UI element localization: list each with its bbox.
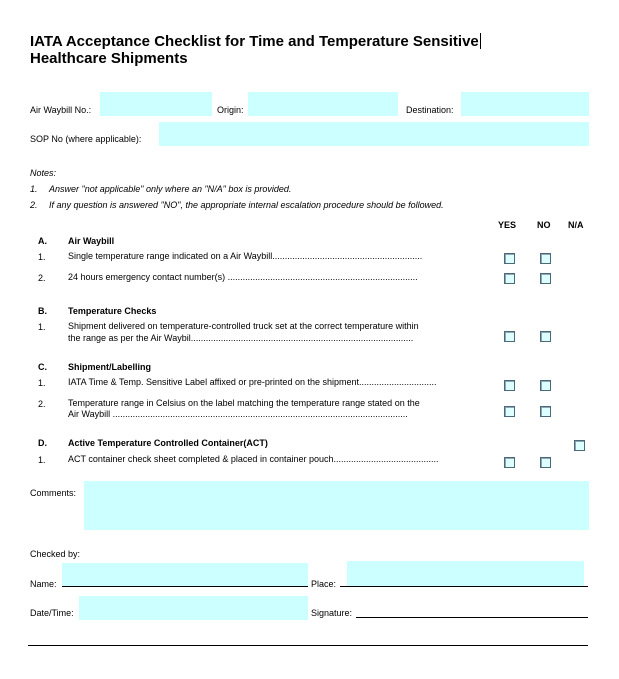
signature-underline: [356, 617, 588, 618]
item-number: 1.: [38, 455, 46, 465]
note-number: 2.: [30, 200, 38, 210]
no-column-header: NO: [537, 220, 551, 230]
name-underline: [62, 586, 308, 587]
air-waybill-label: Air Waybill No.:: [30, 105, 92, 115]
yes-checkbox[interactable]: [504, 380, 515, 391]
air-waybill-field[interactable]: [100, 92, 212, 116]
name-field[interactable]: [62, 563, 308, 586]
section-title: Air Waybill: [68, 236, 115, 246]
na-column-header: N/A: [568, 220, 584, 230]
yes-checkbox[interactable]: [504, 331, 515, 342]
item-text-line-2: Air Waybill ......................................................................................................................: [68, 409, 408, 419]
item-text: ACT container check sheet completed & placed in container pouch..........................................: [68, 454, 439, 464]
note-text: If any question is answered "NO", the appropriate internal escalation procedure should be followed.: [49, 200, 444, 210]
section-letter: C.: [38, 362, 47, 372]
section-title: Shipment/Labelling: [68, 362, 152, 372]
yes-checkbox[interactable]: [504, 273, 515, 284]
na-checkbox[interactable]: [574, 440, 585, 451]
item-number: 1.: [38, 322, 46, 332]
section-letter: D.: [38, 438, 47, 448]
item-text: Single temperature range indicated on a Air Waybill............................................................: [68, 251, 423, 261]
yes-checkbox[interactable]: [504, 406, 515, 417]
bottom-divider: [28, 645, 588, 646]
notes-heading: Notes:: [30, 168, 57, 178]
no-checkbox[interactable]: [540, 457, 551, 468]
place-underline: [340, 586, 588, 587]
no-checkbox[interactable]: [540, 253, 551, 264]
section-title: Temperature Checks: [68, 306, 157, 316]
note-text: Answer "not applicable" only where an "N/A" box is provided.: [49, 184, 292, 194]
item-number: 2.: [38, 273, 46, 283]
yes-column-header: YES: [498, 220, 517, 230]
origin-label: Origin:: [217, 105, 244, 115]
section-title: Active Temperature Controlled Container(ACT): [68, 438, 268, 448]
place-label: Place:: [311, 579, 337, 589]
name-label: Name:: [30, 579, 57, 589]
item-number: 1.: [38, 252, 46, 262]
checked-by-label: Checked by:: [30, 549, 81, 559]
destination-field[interactable]: [461, 92, 589, 116]
document-title: [30, 33, 530, 67]
note-number: 1.: [30, 184, 38, 194]
no-checkbox[interactable]: [540, 406, 551, 417]
item-text: 24 hours emergency contact number(s) ............................................................................: [68, 272, 418, 282]
no-checkbox[interactable]: [540, 380, 551, 391]
item-text-line-1: Temperature range in Celsius on the label matching the temperature range stated on the: [68, 398, 420, 408]
item-text-line-1: Shipment delivered on temperature-controlled truck set at the correct temperature within: [68, 321, 419, 331]
section-letter: A.: [38, 236, 47, 246]
item-number: 1.: [38, 378, 46, 388]
item-text-line-2: the range as per the Air Waybil.........................................................................................: [68, 333, 414, 343]
signature-label: Signature:: [311, 608, 353, 618]
datetime-field[interactable]: [79, 596, 308, 620]
item-text: IATA Time & Temp. Sensitive Label affixed or pre-printed on the shipment...............................: [68, 377, 437, 387]
comments-field[interactable]: [84, 481, 589, 530]
no-checkbox[interactable]: [540, 273, 551, 284]
sop-label: SOP No (where applicable):: [30, 134, 142, 144]
sop-field[interactable]: [159, 122, 589, 146]
section-letter: B.: [38, 306, 47, 316]
text-cursor: [480, 33, 481, 49]
yes-checkbox[interactable]: [504, 457, 515, 468]
comments-label: Comments:: [30, 488, 77, 498]
item-number: 2.: [38, 399, 46, 409]
title-line-2: Healthcare Shipments: [30, 50, 188, 67]
datetime-label: Date/Time:: [30, 608, 74, 618]
destination-label: Destination:: [406, 105, 454, 115]
place-field[interactable]: [347, 561, 584, 586]
no-checkbox[interactable]: [540, 331, 551, 342]
origin-field[interactable]: [248, 92, 398, 116]
title-line-1: IATA Acceptance Checklist for Time and Temperature Sensitive: [30, 33, 479, 50]
yes-checkbox[interactable]: [504, 253, 515, 264]
